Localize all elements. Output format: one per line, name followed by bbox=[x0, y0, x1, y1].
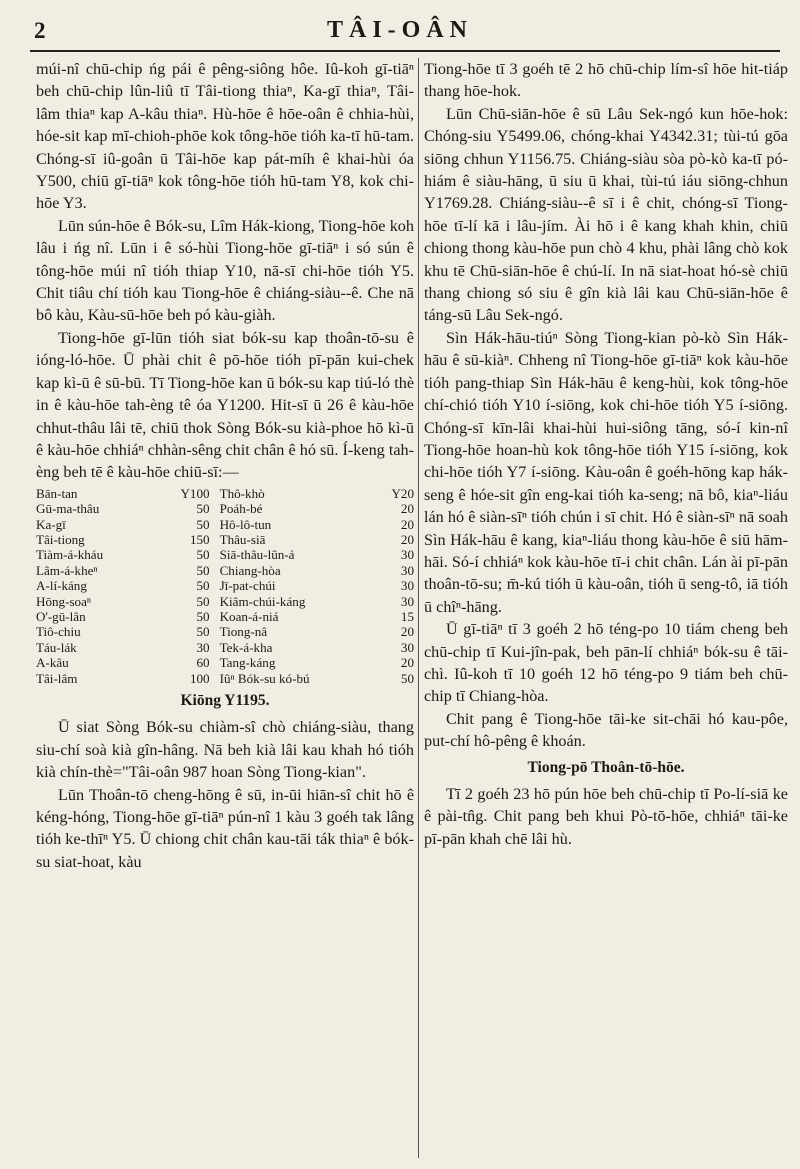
amount: 20 bbox=[400, 501, 414, 517]
congregation-name: Tâi-tiong bbox=[36, 531, 85, 547]
total-heading: Kiōng Y1195. bbox=[180, 692, 270, 709]
table-row bbox=[36, 609, 414, 624]
amount: 30 bbox=[400, 639, 414, 655]
congregation-name: Siā-thâu-lûn-á bbox=[219, 547, 295, 563]
congregation-name: O'-gū-lân bbox=[36, 608, 86, 624]
congregation-name: Ka-gī bbox=[36, 516, 66, 532]
publication-title: TÂI-OÂN bbox=[326, 17, 473, 43]
paragraph: Tiong-hōe gī-lūn tióh siat bók-su kap thoân-tō-su ê ióng-ló-hōe. Ū phài chit ê pō-hōe tióh pī-pān kui-chek kap kì-ū ê sū-bū. Tī Tiong-hōe kan ū bók-su kap tiú-ló thè in ê kàu-hōe tah-èng tê óa Y1200. Hit-sī ū 26 ê kàu-hōe chhut-thâu lâi tē, chiū thok Sòng Bók-su kià-phoe hō kì-ū ê kàu-hōe chhiáⁿ chhàn-sêng chit chân ê hó sū. Í-keng tah-èng beh tē ê kàu-hōe chiū-sī:— bbox=[36, 328, 414, 482]
congregation-name: Hōng-soaⁿ bbox=[36, 593, 92, 609]
congregation-name: Chiang-hòa bbox=[219, 562, 281, 578]
congregation-name: Tiàm-á-kháu bbox=[36, 547, 104, 563]
paragraph: múi-nî chū-chip ńg pái ê pêng-siông hôe. Iû-koh gī-tiāⁿ beh chū-chip lûn-liû tī Tâi-tiong thiaⁿ, Ka-gī thiaⁿ, Tâi-lâm thiaⁿ kap A-kâu thiaⁿ. Hù-hōe ê hōe-oân ê chhia-hùi, hóe-sit kap mī-chioh-phōe kok tông-hōe tióh ka-tī hū-tam. Chóng-sī iû-goân ū Tâi-hōe kap pát-míh ê khai-hùi óa Y500, chiū gī-tiāⁿ kok tông-hōe tióh hū-tam Y8, kok chi-hōe Y3. bbox=[36, 60, 414, 213]
congregation-name: Iûⁿ Bók-su kó-bú bbox=[219, 670, 310, 686]
amount: 50 bbox=[196, 501, 210, 517]
amount: 150 bbox=[189, 531, 210, 547]
congregation-name: Lâm-á-kheⁿ bbox=[36, 562, 98, 578]
contribution-table bbox=[36, 486, 414, 686]
table-row bbox=[36, 532, 414, 547]
amount: 30 bbox=[400, 562, 414, 578]
congregation-name: A-kâu bbox=[36, 655, 69, 671]
right-column bbox=[424, 58, 788, 1166]
table-row bbox=[36, 594, 414, 609]
congregation-name: Poáh-bé bbox=[219, 501, 263, 517]
congregation-name: Jī-pat-chúi bbox=[219, 578, 276, 594]
congregation-name: Tek-á-kha bbox=[219, 639, 273, 655]
table-row bbox=[36, 486, 414, 501]
congregation-name: Koan-á-niá bbox=[219, 608, 279, 624]
table-row bbox=[36, 671, 414, 686]
paragraph: Sìn Hák-hāu-tiúⁿ Sòng Tiong-kian pò-kò Sìn Hák-hāu ê sū-kiàⁿ. Chheng nî Tiong-hōe gī-tiāⁿ kok kàu-hōe tióh pang-thiap Sìn Hák-hāu ê keng-hùi, kok tông-hōe chí-chió tióh Y10 í-siōng, kok chi-hōe tióh Y5 í-siōng. Chóng-sī kīn-lâi khai-hùi hui-siông tāng, só-í kin-nî Tiong-hōe hoan-hù kok tông-hōe tióh Y15 í-siōng, kok chi-hōe tióh Y7 í-siōng. Kàu-oân ê goéh-hōng kap hák-seng ê hóe-sit gîn eng-kai tióh ka-seng; nā bô, kiaⁿ-liáu lán hó ê siàn-sīⁿ tióh chún i sī chit. Hó ê siàn-sīⁿ nā soah Sìn Hák-hāu ê kang, kiaⁿ-liáu thong kàu-hōe ê siū hām-hāi. Só-í chhiáⁿ kok kàu-hōe tī-i chit chân. Lán ài pī-pān thoân-tō-su; m̄-kú tióh ū kàu-oân, tióh ū seng-tô, iā tióh ū chîⁿ-hāng. bbox=[424, 328, 788, 616]
amount: 50 bbox=[196, 624, 210, 640]
amount: 15 bbox=[400, 608, 414, 624]
page-header bbox=[0, 0, 800, 50]
congregation-name: Bān-tan bbox=[36, 485, 78, 501]
amount: 20 bbox=[400, 655, 414, 671]
amount: 30 bbox=[400, 547, 414, 563]
table-row bbox=[36, 578, 414, 593]
amount: Y20 bbox=[391, 485, 414, 501]
paragraph: Tī 2 goéh 23 hō pún hōe beh chū-chip tī Po-lí-siā ke ê pài-tn̂g. Chit pang beh khui Pò-tō-hōe, chhiáⁿ tāi-ke pī-pān khah chē lâi hù. bbox=[424, 785, 788, 848]
amount: 30 bbox=[400, 578, 414, 594]
table-row bbox=[36, 547, 414, 562]
table-row bbox=[36, 624, 414, 639]
table-row bbox=[36, 640, 414, 655]
table-row bbox=[36, 501, 414, 516]
paragraph: Tiong-hōe tī 3 goéh tē 2 hō chū-chip lím-sî hōe hit-tiáp thang hōe-hok. bbox=[424, 60, 788, 101]
amount: 100 bbox=[189, 670, 210, 686]
congregation-name: Hô-lô-tun bbox=[219, 516, 272, 532]
left-column bbox=[36, 58, 414, 1166]
section-heading: Tiong-pō Thoân-tō-hōe. bbox=[527, 758, 685, 776]
congregation-name: A-lí-káng bbox=[36, 578, 87, 594]
table-row bbox=[36, 563, 414, 578]
congregation-name: Tang-káng bbox=[219, 655, 276, 671]
amount: 50 bbox=[400, 670, 414, 686]
congregation-name: Thâu-siā bbox=[219, 531, 266, 547]
page-number: 2 bbox=[34, 18, 46, 43]
paragraph: Lūn Chū-siān-hōe ê sū Lâu Sek-ngó kun hōe-hok: Chóng-siu Y5499.06, chóng-khai Y4342.31; tùi-tú gōa siōng chhun Y1156.75. Chiáng-siàu sòa pò-kò ka-tī pó-hiám ê siàu-hāng, ū siu ū khai, tùi-tú iáu siōng-chhun Y1769.28. Chiáng-siàu--ê sī i ê chit, chóng-sī Tiong-hōe tī-lí kā i lâu-jím. Ài hō i ê kang khah khin, chiū chiong thong kàu-hōe pun chò 4 khu, phài lâng chò kok khu tē Chū-siān-hōe ê chú-lí. In nā siat-hoat hó-sè chiū thang chiong só siu ê gîn kià lâi kau Chū-siān-hōe ê táng-sū Lâu Sek-ngó. bbox=[424, 104, 788, 325]
amount: 20 bbox=[400, 516, 414, 532]
amount: 50 bbox=[196, 608, 210, 624]
paragraph: Lūn Thoân-tō cheng-hōng ê sū, in-ūi hiān-sî chit hō ê kéng-hóng, Tiong-hōe gī-tiāⁿ pún-nî 1 kàu 3 goéh tak lâng tióh ke-thīⁿ Y5. Ū chiong chit chân kau-tāi ták thiaⁿ ê bók-su siat-hoat, kàu bbox=[36, 785, 414, 871]
amount: Y100 bbox=[180, 485, 210, 501]
amount: 60 bbox=[196, 655, 210, 671]
header-rule bbox=[30, 50, 780, 52]
congregation-name: Kiâm-chúi-káng bbox=[219, 593, 306, 609]
congregation-name: Tiô-chiu bbox=[36, 624, 81, 640]
amount: 50 bbox=[196, 516, 210, 532]
amount: 50 bbox=[196, 578, 210, 594]
amount: 50 bbox=[196, 562, 210, 578]
amount: 30 bbox=[400, 593, 414, 609]
congregation-name: Tâi-lâm bbox=[36, 670, 78, 686]
congregation-name: Thô-khò bbox=[219, 485, 265, 501]
paragraph: Chit pang ê Tiong-hōe tāi-ke sit-chāi hó kau-pôe, put-chí hô-pêng ê khoán. bbox=[424, 709, 788, 751]
paragraph: Ū gī-tiāⁿ tī 3 goéh 2 hō téng-po 10 tiám cheng beh chū-chip tī Kui-jîn-pak, beh pān-lí chhiáⁿ bók-su ê tāi-chì. Iû-koh tī 10 goéh 12 hō téng-po 9 tiám beh chū-chip tī Chiang-hòa. bbox=[424, 620, 788, 706]
congregation-name: Tiong-nâ bbox=[219, 624, 268, 640]
paragraph: Lūn sún-hōe ê Bók-su, Lîm Hák-kiong, Tiong-hōe koh lâu i ńg nî. Lūn i ê só-hùi Tiong-hōe gī-tiāⁿ i só sún ê tông-hōe múi nî tióh thiap Y10, nā-sī chi-hōe tióh Y5. Chit tiâu chí tióh kau Tiong-hōe ê chiáng-siàu--ê. Che nā bô kàu, Kàu-sū-hōe beh pó kàu-giàh. bbox=[36, 216, 414, 325]
table-row bbox=[36, 655, 414, 670]
amount: 20 bbox=[400, 624, 414, 640]
column-divider bbox=[418, 58, 419, 1158]
amount: 50 bbox=[196, 547, 210, 563]
congregation-name: Táu-lák bbox=[36, 639, 77, 655]
amount: 50 bbox=[196, 593, 210, 609]
amount: 30 bbox=[196, 639, 210, 655]
congregation-name: Gū-ma-thâu bbox=[36, 501, 100, 517]
amount: 20 bbox=[400, 531, 414, 547]
table-row bbox=[36, 517, 414, 532]
paragraph: Ū siat Sòng Bók-su chiàm-sî chò chiáng-siàu, thang siu-chí soà kià gîn-hâng. Nā beh kià lâi kau khah hó tióh kià chín-thè="Tâi-oân 987 hoan Sòng Tiong-kian". bbox=[36, 718, 414, 782]
